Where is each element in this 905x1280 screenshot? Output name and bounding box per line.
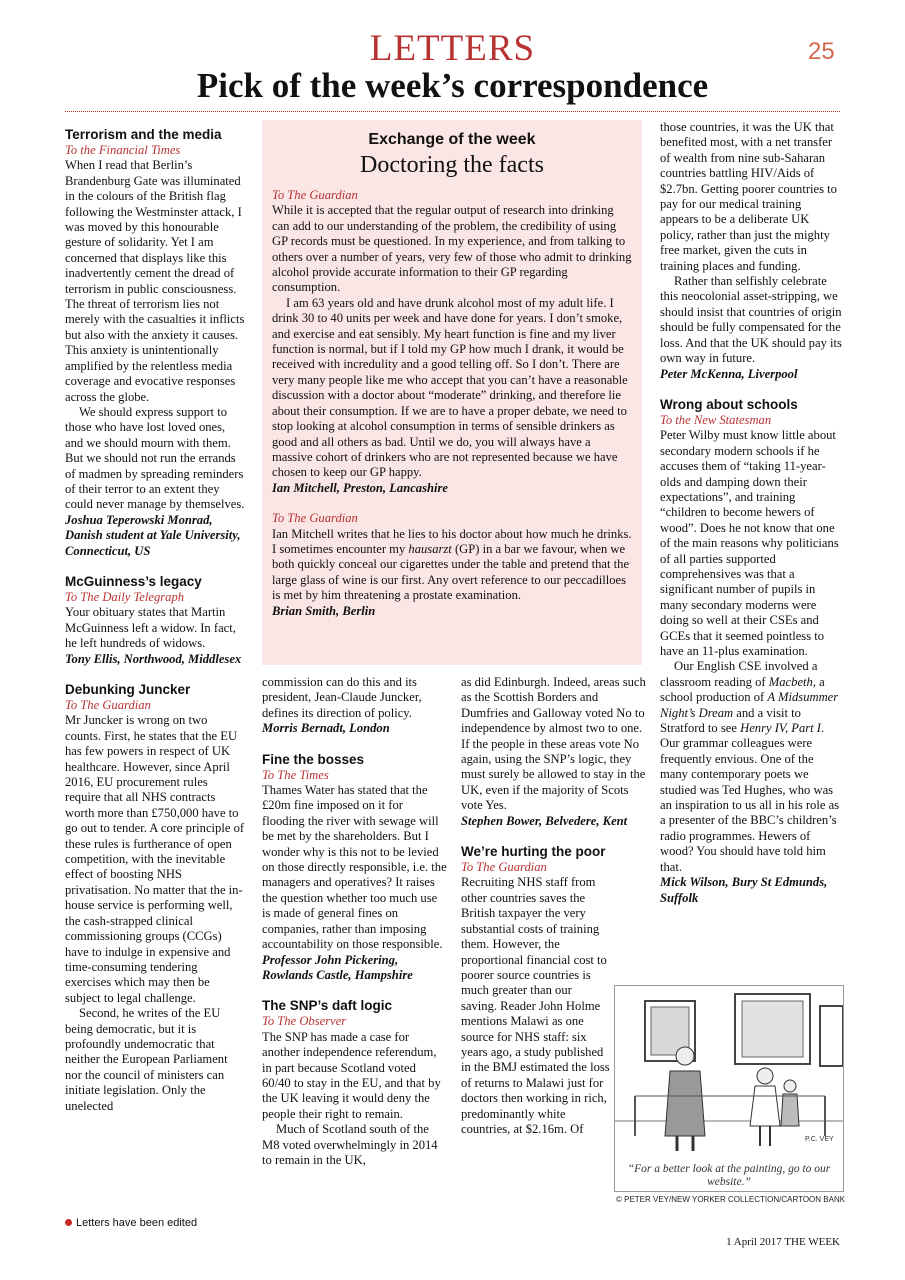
exchange-of-the-week-box xyxy=(262,120,642,665)
letter-signature: Joshua Teperowski Monrad, Danish student at Yale University, Connecticut, US xyxy=(65,512,241,558)
exchange-title: Doctoring the facts xyxy=(360,152,544,178)
letter-signature: Professor John Pickering, Rowlands Castle, Hampshire xyxy=(262,952,413,982)
letter-body: those countries, it was the UK that benefited most, with a net transfer of wealth from nine sub-Saharan countries battling HIV/Aids of $2.7bn. Getting poorer countries to pay for our medical training appears to be a deliberate UK policy, rather than just the mighty free market, given the cuts in training places and funding. xyxy=(660,120,837,273)
letter-source: To the New Statesman xyxy=(660,412,772,427)
section-title: LETTERS xyxy=(369,28,536,69)
bullet-dot-icon xyxy=(65,1219,72,1226)
column-4 xyxy=(660,120,842,906)
issue-footer: 1 April 2017 THE WEEK xyxy=(726,1236,840,1248)
exchange-label: Exchange of the week xyxy=(368,131,536,148)
header-divider xyxy=(65,111,840,112)
letter-body: Your obituary states that Martin McGuinness left a widow. In fact, he left hundreds of widows. xyxy=(65,605,236,651)
cartoon-frame xyxy=(614,985,844,1192)
letter-signature: Morris Bernadt, London xyxy=(262,721,390,736)
letter-body: The SNP has made a case for another independence referendum, in part because Scotland voted 60/40 to stay in the EU, and that by the UK leaving it would deny the people their right to remain. xyxy=(262,1029,441,1121)
letter-heading: Fine the bosses xyxy=(262,751,365,767)
letter-source: To The Guardian xyxy=(272,511,358,526)
page-number: 25 xyxy=(808,38,835,65)
letter-body: commission can do this and its president, Jean-Claude Juncker, defines its direction of policy. xyxy=(262,675,422,720)
letter-body: When I read that Berlin’s Brandenburg Gate was illuminated in the colours of the British flag following the Westminster attack, I was moved by this honourable gesture of solidarity. Yet I am concerned that displays like this inadvertently cement the dread of terrorism in public consciousness. The threat of terrorism lies not merely with the casualties it inflicts but also with the anxiety it causes. This anxiety is unintentionally amplified by the relentless media coverage and evocative responses across the globe. xyxy=(65,158,245,404)
letter-body: Rather than selfishly celebrate this neocolonial asset-stripping, we should insist that countries of origin should be fully compensated for the loss. And that the UK should pay its own way in future. xyxy=(660,274,842,366)
letter-body: Thames Water has stated that the £20m fine imposed on it for flooding the river with sewage will be met by the shareholders. But I wonder why is this not to be levied on those directly responsible, i.e. the managers and operatives? It raises the question whether too much use is made of general fines on companies, rather than imposing accountability on those responsible. xyxy=(262,783,447,952)
letter-source: To The Daily Telegraph xyxy=(65,589,185,604)
cartoon-illustration xyxy=(615,986,843,1156)
letter-body: We should express support to those who have lost loved ones, and we should mourn with them. But we should not run the errands of madmen by spreading reminders of their terror to an extent they could never manage by themselves. xyxy=(65,404,245,512)
letter-body: Mr Juncker is wrong on two counts. First, he states that the EU has few powers in respect of UK healthcare. However, since April 2016, EU procurement rules require that all NHS contracts worth more than £750,000 have to go out to tender. A core principle of these rules is furtherance of open competition, with the inevitable effect of boosting NHS privatisation. No matter that the in-house service is performing well, the cash-strapped clinical commissioning groups (CCGs) have to indulge in expensive and time-consuming tendering exercises which may then be subject to legal challenge. xyxy=(65,713,245,1005)
letter-source: To the Financial Times xyxy=(65,143,181,157)
letter-signature: Ian Mitchell, Preston, Lancashire xyxy=(272,480,448,495)
cartoon-signature: P.C. VEY xyxy=(805,1136,834,1143)
letter-signature: Tony Ellis, Northwood, Middlesex xyxy=(65,651,242,666)
letter-heading: Debunking Juncker xyxy=(65,682,191,697)
letter-signature: Stephen Bower, Belvedere, Kent xyxy=(461,813,628,828)
letter-heading: Wrong about schools xyxy=(660,396,798,412)
letter-heading: McGuinness’s legacy xyxy=(65,573,202,589)
letter-body: Our English CSE involved a classroom reading of Macbeth, a school production of A Midsummer Night’s Dream and a visit to Stratford to see Henry IV, Part I. Our grammar colleagues were frequently envious. One of the many contemporary poets we studied was Ted Hughes, who was an inspiration to us all in his role as a presenter of the BBC’s children’s radio programmes. Hewers of wood? You should have told him that. xyxy=(660,659,840,874)
edited-note: Letters have been edited xyxy=(65,1217,197,1229)
letter-signature: Brian Smith, Berlin xyxy=(272,603,376,618)
letter-body: While it is accepted that the regular output of research into drinking can add to our understanding of the problem, the credibility of using GP records must be questioned. In my experience, and from talking to others over a number of years, very few of those who admit to drinking alcohol provide accurate information to their GP regarding consumption. xyxy=(272,203,632,295)
letter-signature: Peter McKenna, Liverpool xyxy=(660,366,798,381)
letter-heading: The SNP’s daft logic xyxy=(262,998,393,1014)
letter-body: I am 63 years old and have drunk alcohol most of my adult life. I drink 30 to 40 units per week and have done for years. I don’t smoke, and exercise and eat sensibly. My heart function is fine and my liver function is normal, but if I told my GP how much I drank, it would be received with incredulity and a good telling off. So I don’t. There are very many people like me who accept that you can’t have a reasonable discussion with a doctor about “moderate” drinking, and therefore lie about their consumption. If we are to have a proper debate, we need to stop looking at alcohol consumption in terms of sensible drinkers as good and all others as bad. Until we do, you will always have a massive cohort of drinkers who are not represented because we have chosen to keep our GP happy. xyxy=(272,295,628,480)
column-2 xyxy=(262,675,447,1168)
letter-heading: Terrorism and the media xyxy=(65,127,222,142)
letter-source: To The Guardian xyxy=(65,698,151,712)
letter-source: To The Observer xyxy=(262,1014,347,1029)
letter-heading: We’re hurting the poor xyxy=(461,844,606,860)
letter-source: To The Times xyxy=(262,767,329,782)
cartoon-credit: © PETER VEY/NEW YORKER COLLECTION/CARTOON BANK xyxy=(616,1195,846,1204)
letter-signature: Mick Wilson, Bury St Edmunds, Suffolk xyxy=(660,875,828,905)
cartoon-caption: “For a better look at the painting, go to our website.” xyxy=(627,1163,831,1188)
letter-body: Recruiting NHS staff from other countries saves the British taxpayer the very substantial costs of training them. However, the proportional financial cost to poorer source countries is much greater than our saving. Reader John Holme mentions Malawi as one source for NHS staff: six years ago, a study published in the BMJ estimated the loss of returns to Malawi just for doctors then working in rich, predominantly white countries, at $2.16m. Of xyxy=(461,875,610,1136)
section-subtitle: Pick of the week’s correspondence xyxy=(196,66,709,105)
letter-source: To The Guardian xyxy=(272,188,358,202)
letter-source: To The Guardian xyxy=(461,860,547,875)
column-1 xyxy=(65,127,245,1114)
letter-body: Much of Scotland south of the M8 voted overwhelmingly in 2014 to remain in the UK, xyxy=(262,1122,438,1167)
letter-body: Peter Wilby must know little about secondary modern schools if he accuses them of “taking 11-year-olds and damping down their expectations”, and training “children to become hewers of wood”. Does he not know that one of the main reasons why politicians of all parties supported comprehensives was that a significant number of pupils in many secondary moderns were doing so well at their CSEs and GCEs that it seemed pointless to have an 11-plus examination. xyxy=(660,428,839,658)
letter-body: Second, he writes of the EU being democratic, but it is profoundly undemocratic that neither the European Parliament nor the council of ministers can initiate legislation. Only the unelected xyxy=(65,1006,228,1113)
letter-body: Ian Mitchell writes that he lies to his doctor about how much he drinks. I sometimes encounter my hausarzt (GP) in a bar we favour, when we both quickly conceal our cigarettes under the table and pretend that the large glass of wine is our first. Any overt reference to our peccadilloes is met by him threatening a prostate examination. xyxy=(272,526,632,603)
letter-body: as did Edinburgh. Indeed, areas such as the Scottish Borders and Dumfries and Galloway voted No to independence by almost two to one. If the people in these areas vote No again, using the SNP’s logic, they must surely be allowed to stay in the UK, even if the majority of Scots vote Yes. xyxy=(461,675,646,813)
